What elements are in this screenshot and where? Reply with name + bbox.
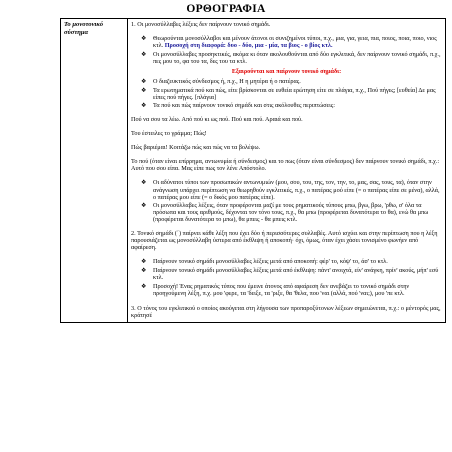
list-item: ❖ Τα ερωτηματικά πού και πώς, είτε βρίσκονται σε ευθεία ερώτηση είτε σε πλάγια, π.χ., Πού πήγες; [ευθεία] Δε μας είπες πού πήγες. [πλάγια]	[141, 86, 436, 101]
list-item: ❖ Οι μονοσύλλαβες προσηκτικές, ακόμα κι όταν ακολουθούνται από δύο εγκλιτικά, δεν παίρνουν τονικό σημάδι, π.χ., πες μου το, φα του τα, δες του τα κτλ.	[141, 50, 441, 65]
diamond-bullet-icon: ❖	[141, 102, 147, 110]
table-row	[61, 19, 446, 323]
exceptions-list	[131, 78, 442, 109]
rule-1-highlight: Προσοχή στη διαφορά: δυο - δύο, μια - μία, τα βιος - ο βίος κτλ.	[164, 42, 333, 50]
diamond-bullet-icon: ❖	[141, 202, 147, 210]
diamond-bullet-icon: ❖	[141, 78, 147, 86]
document-title: ΟΡΘΟΓΡΑΦΙΑ	[186, 3, 266, 15]
list-item: ❖ Οι μονοσύλλαβες λέξεις, όταν προφέρονται μαζί με τους ρηματικούς τύπους μπω, βγω, βρω, 'ρθω, σ' όλα τα πρόσωπα και τους αριθμούς, δέχονται τον τόνο τους, π.χ., θα μπω (προφέρεται δυνατότερα το θα), ενώ θα μπω (προφέρεται δυνατότερα το μπω), θα μπεις - θα μπεις κτλ.	[141, 202, 429, 224]
diamond-bullet-icon: ❖	[141, 86, 147, 94]
diamond-bullet-icon: ❖	[141, 179, 147, 187]
list-item: ❖ Παίρνουν τονικό σημάδι μονοσύλλαβες λέξεις μετά από αποκοπή: φέρ' το, κόψ' το, άσ' το κτλ.	[141, 258, 388, 266]
diamond-bullet-icon: ❖	[141, 258, 147, 266]
diamond-bullet-icon: ❖	[141, 50, 147, 58]
example-2: Του έστειλες το γράμμα; Πώς!	[131, 130, 207, 138]
rule-1-list	[131, 35, 442, 65]
rule-2-list	[131, 258, 442, 296]
rule-3-intro: 3. Ο τόνος του εγκλιτικού ο οποίος ακούγεται στη λήγουσα των προπαροξύτονων λέξεων σημειώνεται, π.χ.: ο μέντορός μας, κράτησέ	[131, 305, 441, 320]
exceptions-title: Εξαιρούνται και παίρνουν τονικό σημάδι:	[231, 67, 342, 75]
diamond-bullet-icon: ❖	[141, 282, 147, 290]
list-item: ❖ Παίρνουν τονικό σημάδι μονοσύλλαβες λέξεις μετά από έκθλιψη: πάντ' ανοιχτά, είν' ανάγκη, πρίν' ακούς, μήπ' εσύ κτλ.	[141, 266, 439, 281]
pronoun-list	[131, 179, 442, 223]
diamond-bullet-icon: ❖	[141, 35, 147, 43]
list-item: ❖ Τα πού και πώς παίρνουν τονικό σημάδι και στις ακόλουθες περιπτώσεις:	[141, 102, 335, 110]
topic-content	[128, 19, 446, 323]
list-item: ❖ Θεωρούνται μονοσύλλαβοι και μένουν άτονοι οι συνιζημένοι τύποι, π.χ., μια, για, γεια, πια, ποιος, ποια, ποιο, νιος κτλ. Προσοχή στη διαφορά: δυο - δύο, μια - μία, τα βιος - ο βίος κτλ.	[141, 35, 437, 50]
rule-2-intro: 2. Τονικό σημάδι (΄) παίρνει κάθε λέξη που έχει δύο ή περισσότερες συλλαβές. Αυτό ισχύει και στην περίπτωση που η λέξη παρουσιάζεται ως μονοσύλλαβη ύστερα από έκθλιψη ή αποκοπή· όχι, όμως, όταν έχει χάσει τονισμένο φωνήεν από αφαίρεση.	[131, 229, 438, 252]
list-item: ❖ Προσοχή! Ένας ρηματικός τύπος που έμεινε άτονος από αφαίρεση δεν ανεβάζει το τονικό σημάδι στην προηγούμενη λέξη, π.χ. μου 'φερε, τα 'δειξε, τα 'ριξε, θα 'θελα, που 'ναι (αλλά, πού 'ναι;), μου 'πε κτλ.	[141, 282, 410, 297]
rule-1-intro: 1. Οι μονοσύλλαβες λέξεις δεν παίρνουν τονικό σημάδι.	[131, 21, 271, 28]
example-4: Το πού (όταν είναι επίρρημα, αντωνυμία ή σύνδεσμος) και το πως (όταν είναι σύνδεσμος) δεν παίρνουν τονικό σημάδι, π.χ.: Αυτό που σου είπα. Μας είπε πως τον λένε Απόστολο.	[131, 158, 440, 173]
list-item: ❖ Οι αδύνατοι τύποι των προσωπικών αντωνυμιών (μου, σου, του, της, τον, την, το, μας, σας, τους, τα), όταν στην ανάγνωση υπάρχει περίπτωση να θεωρηθούν εγκλιτικές, π.χ., ο πατέρας μού είπε (= ο πατέρας είπε σε μένα), αλλά, ο πατέρας μου είπε (= ο δικός μου πατέρας είπε).	[141, 179, 440, 201]
example-1: Πού να σου τα λέω. Από πού κι ως πού. Πού και πού. Αραιά και πού.	[131, 115, 303, 123]
rules-table	[60, 18, 446, 323]
diamond-bullet-icon: ❖	[141, 266, 147, 274]
topic-label: Το μονοτονικό σύστημα	[61, 19, 128, 323]
list-item: ❖ Ο διαζευκτικός σύνδεσμος ή, π.χ., Η η μητέρα ή ο πατέρας.	[141, 78, 301, 86]
example-3: Πώς βαριέμαι! Κοιτάζω πώς και πώς να τα βολέψω.	[131, 144, 261, 152]
